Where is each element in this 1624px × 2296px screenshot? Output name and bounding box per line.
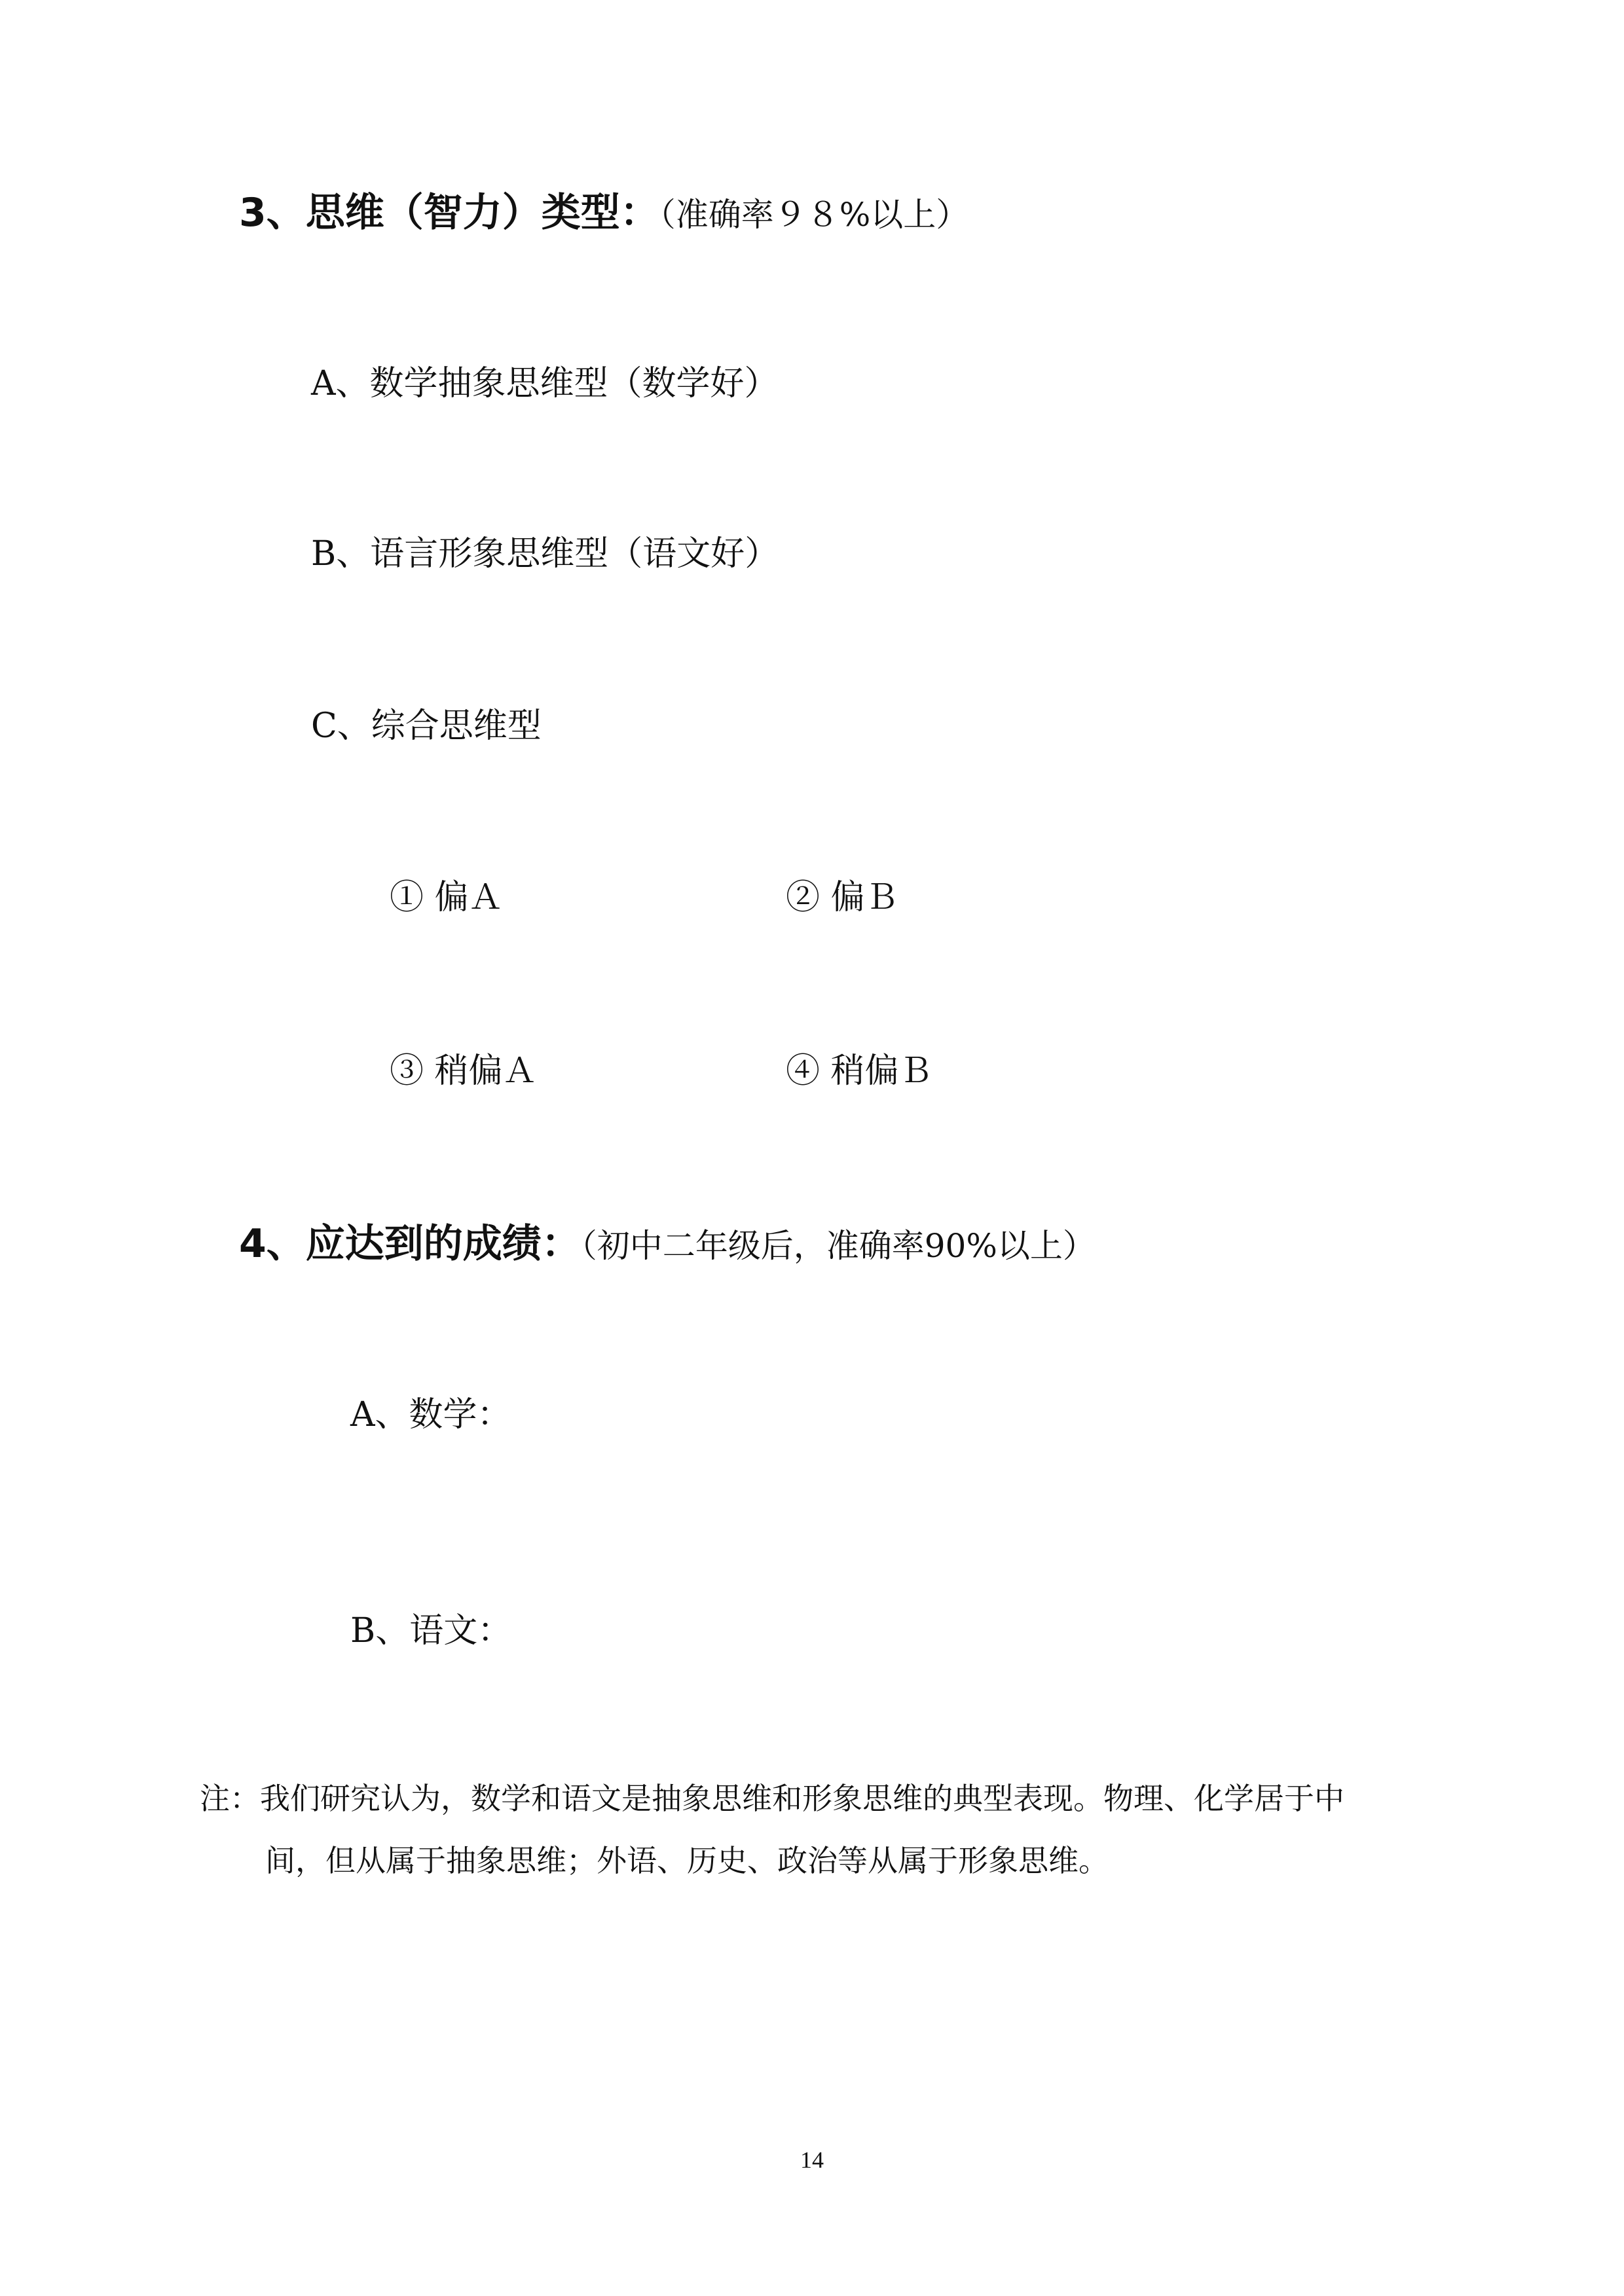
footnote-line-1: 注：我们研究认为，数学和语文是抽象思维和形象思维的典型表现。物理、化学居于中: [200, 1781, 1344, 1816]
score-math: A、数学：: [350, 1395, 511, 1434]
sub-option-4: ④ 稍偏Ｂ: [786, 1051, 933, 1091]
section-3-heading: [239, 190, 969, 236]
section-4-note: （初中二年级后，准确率90%以上）: [580, 1227, 1096, 1265]
sub-option-3: ③ 稍偏Ａ: [390, 1051, 537, 1091]
footnote-line-2: 间，但从属于抽象思维；外语、历史、政治等从属于形象思维。: [265, 1843, 1109, 1878]
page-number: 14: [800, 2147, 824, 2173]
sub-option-1: ① 偏Ａ: [390, 878, 503, 917]
option-a: A、数学抽象思维型（数学好）: [311, 364, 779, 403]
section-4-heading: [239, 1221, 1096, 1267]
section-4-title: 4、应达到的成绩：: [239, 1221, 581, 1267]
score-chinese: B、语文：: [350, 1611, 512, 1650]
option-c: C、综合思维型: [311, 706, 542, 746]
footnote: [200, 1768, 1477, 1892]
section-3-title: 3、思维（智力）类型：: [239, 190, 659, 236]
option-b: B、语言形象思维型（语文好）: [311, 534, 779, 574]
section-3-note: （准确率９８%以上）: [659, 196, 969, 234]
sub-option-2: ② 偏Ｂ: [786, 878, 899, 917]
